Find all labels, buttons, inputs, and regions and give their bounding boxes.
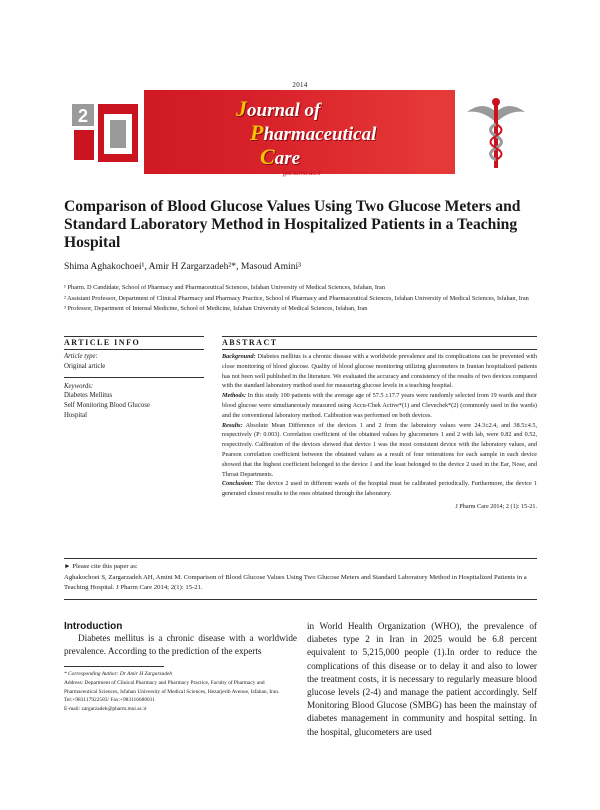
abstract-methods xyxy=(222,391,537,420)
cite-rule-top xyxy=(64,558,537,559)
abstract-rule-bottom xyxy=(222,349,537,350)
author-email[interactable]: E-mail: zargarzadeh@pharm.mui.ac.ir xyxy=(64,706,147,713)
affiliation-1: ¹ Pharm. D Candidate, School of Pharmacy and Pharmaceutical Sciences, Isfahan University of Medical Sciences, Isfahan, Iran xyxy=(64,284,385,291)
footnote-rule xyxy=(64,666,164,667)
journal-line-2: harmaceutical xyxy=(263,124,377,145)
article-type-label: Article type: xyxy=(64,353,98,360)
article-info-panel xyxy=(64,352,204,421)
journal-url[interactable]: jpc.tums.ac.ir xyxy=(282,170,322,177)
journal-logo xyxy=(64,90,144,174)
keyword-item: Diabetes Mellitus xyxy=(64,392,113,400)
article-info-rule-top xyxy=(64,336,204,337)
abstract-background xyxy=(222,352,537,391)
article-type-value: Original article xyxy=(64,362,106,370)
conclusion-label: Conclusion: xyxy=(222,480,254,488)
intro-left-column: Diabetes mellitus is a chronic disease with a worldwide prevalence. According to the prediction of the experts xyxy=(64,633,297,657)
article-info-heading: ARTICLE INFO xyxy=(64,338,141,347)
article-title: Comparison of Blood Glucose Values Using Two Glucose Meters and Standard Laboratory Method in Hospitalized Patients in a Teaching Hospital xyxy=(64,198,521,251)
abstract-results xyxy=(222,421,537,480)
affiliation-3: ³ Professor, Department of Internal Medicine, School of Medicine, Isfahan University of Medical Sciences, Isfahan, Iran xyxy=(64,305,368,312)
abstract-heading: ABSTRACT xyxy=(222,338,278,347)
keyword-item: Hospital xyxy=(64,411,88,419)
footnote-block xyxy=(64,670,297,714)
affiliation-2: ² Assistant Professor, Department of Clinical Pharmacy and Pharmacy Practice, School of Pharmacy and Pharmaceutical Sciences, Isfahan University of Medical Sciences, Isfahan, Iran xyxy=(64,294,529,302)
intro-right-column: in World Health Organization (WHO), the prevalence of diabetes type 2 in Iran in 2025 would be 6.8 percent equivalent to 5,215,000 people (1).In order to reduce the complications of this disease or to delay it and also to lower the treatment costs, it is necessary to regularly measure blood glucose levels (2-4) and manage the patient accordingly. Self Monitoring Blood Glucose (SMBG) has been the mainstay of diabetes management in community and hospital setting. In the hospital, glucometers are used xyxy=(307,621,537,737)
author-list: Shima Aghakochoei¹, Amir H Zargarzadeh²*, Masoud Amini³ xyxy=(64,261,302,272)
methods-text: In this study 100 patients with the average age of 57.5 ±17.7 years were randomly selected from 19 wards and their blood glucose were simultaneously measured using Accu-Chek Active*(1) and Clevechek*(2) (commonly used in the wards) and the conventional laboratory method. Calibration was performed on both devices. xyxy=(222,392,537,419)
background-text: Diabetes mellitus is a chronic disease with a worldwide prevalence and its complications can be prevented with close monitoring of blood glucose. Quality of blood glucose monitoring utilizing glucometers in Iranian hospitalized patients has not been well published in the literature. We evaluated the accuracy and consistency of the results of two devices compared with the standard laboratory method used for measuring glucose levels in a teaching hospital. xyxy=(222,353,538,390)
keyword-item: Self Monitoring Blood Glucose xyxy=(64,402,150,410)
cite-rule-bottom xyxy=(64,599,537,600)
journal-line-1: ournal of xyxy=(247,100,321,121)
abstract-rule-top xyxy=(222,336,537,337)
abstract-citation: J Pharm Care 2014; 2 (1): 15-21. xyxy=(455,502,537,510)
introduction-heading: Introduction xyxy=(64,621,123,632)
cite-text: Aghakochoei S, Zargarzadeh AH, Amini M. Comparison of Blood Glucose Values Using Two Glucose Meters and Standard Laboratory Method in Hospitalized Patients in a Teaching Hospital. J Pharm Care 2014; 2(1): 15-21. xyxy=(64,573,527,591)
article-info-divider xyxy=(64,377,204,378)
journal-line-3: are xyxy=(274,148,301,169)
svg-text:2: 2 xyxy=(77,106,89,126)
results-text: Absolute Mean Difference of the devices 1 and 2 from the laboratory values were 24.3±2.4, and 38.5±4.5, respectively (P: 0.003). Correlation coefficient of the obtained values by glucometers 1 and 2 with lab, were 0.82 and 0.52, respectively. Calibration of the devices showed that device 1 was the most consistent device with the laboratory values, and Pearson correlation coefficient between the obtained values as a result of four reiterations for each sample in each device showed that the highest coefficient belonged to the device 1 and the least belonged to the device 2 used in the Ear, Nose, and Throat Departments. xyxy=(222,421,537,478)
corresponding-author: * Corresponding Author: Dr Amir H Zargarzadeh xyxy=(64,671,173,677)
issue-year: 2014 xyxy=(292,81,308,89)
affiliations xyxy=(64,283,537,315)
caduceus-icon xyxy=(455,90,537,174)
article-info-rule-bottom xyxy=(64,349,204,350)
background-label: Background: xyxy=(222,353,256,360)
journal-banner xyxy=(64,90,537,174)
abstract-conclusion xyxy=(222,479,537,499)
results-label: Results: xyxy=(222,421,243,429)
cite-block xyxy=(64,562,537,594)
author-address: Address: Department of Clinical Pharmacy and Pharmacy Practice, Faculty of Pharmacy and Pharmaceutical Sciences, Isfahan University of Medical Sciences, Hezarjerib Avenue, Isfahan, Iran. Tel:+983117922583/ Fax:+983116680011 xyxy=(64,679,280,704)
keywords-label: Keywords: xyxy=(64,382,94,390)
abstract-body xyxy=(222,352,537,512)
cite-label: ► Please cite this paper as: xyxy=(64,563,138,570)
methods-label: Methods: xyxy=(222,392,247,400)
journal-title: Journal of Pharmaceutical Care xyxy=(236,96,377,169)
conclusion-text: The device 2 used in different wards of the hospital must be calibrated periodically. Furthermore, the device 1 generated closest results to the ones obtained through the laboratory. xyxy=(222,480,537,498)
